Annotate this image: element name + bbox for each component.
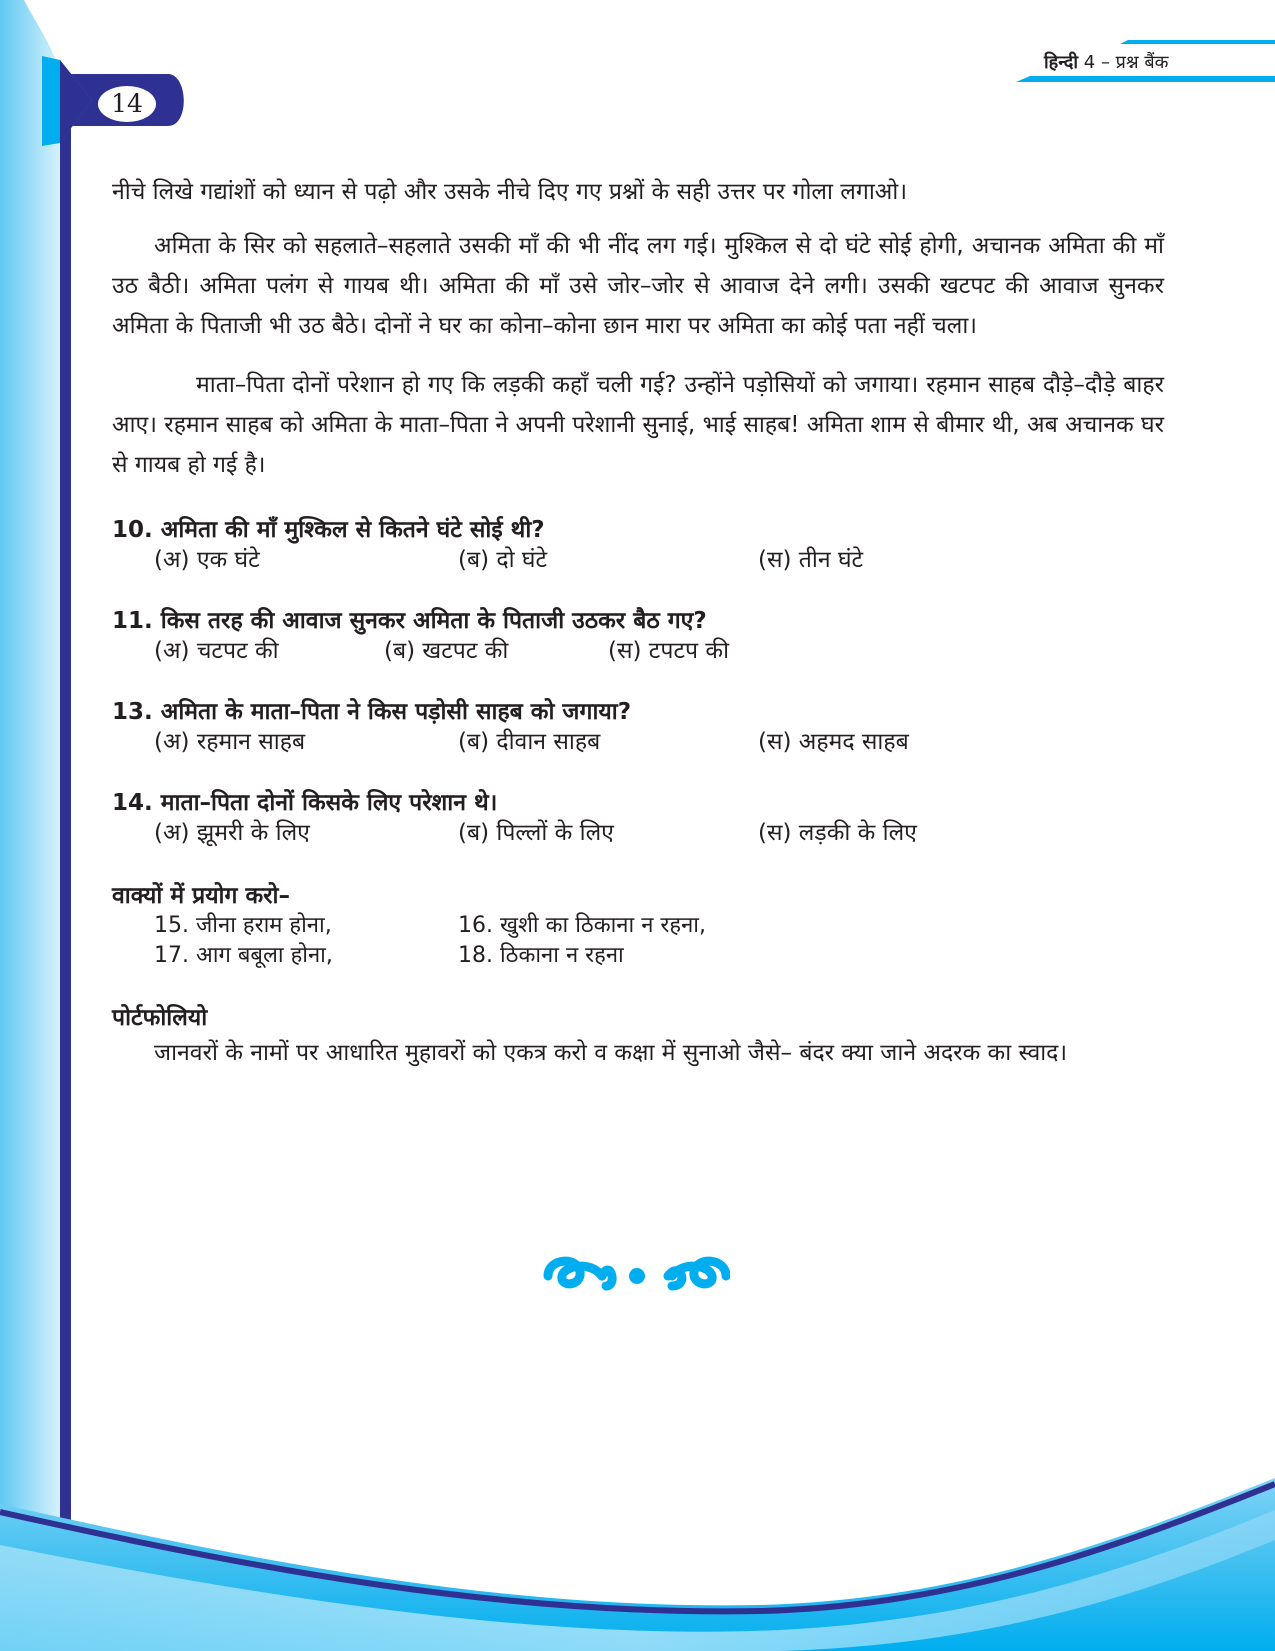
passage-paragraph: अमिता के सिर को सहलाते–सहलाते उसकी माँ की भी नींद लग गई। मुश्किल से दो घंटे सोई होगी, अचानक अमिता की माँ उठ बैठी। अमिता पलंग से गायब थी। अमिता की माँ उसे जोर–जोर से आवाज देने लगी। उसकी खटपट की आवाज सुनकर अमिता के पिताजी भी उठ बैठे। दोनों ने घर का कोना–कोना छान मारा पर अमिता का कोई पता नहीं चला। [112, 233, 1164, 339]
usage-row [112, 911, 1164, 941]
option-a[interactable]: (अ) झूमरी के लिए [154, 820, 310, 846]
usage-item: 15. जीना हराम होना, [154, 913, 332, 938]
instruction: नीचे लिखे गद्यांशों को ध्यान से पढ़ो और उसके नीचे दिए गए प्रश्नों के सही उत्तर पर गोला लगाओ। [112, 179, 908, 205]
option-c[interactable]: (स) टपटप की [608, 638, 730, 664]
question-text: 13. अमिता के माता–पिता ने किस पड़ोसी साहब को जगाया? [112, 699, 632, 725]
usage-title: वाक्यों में प्रयोग करो– [112, 883, 290, 909]
header-book: प्रश्न बैंक [1115, 52, 1169, 73]
end-ornament-icon [540, 1246, 730, 1296]
option-c[interactable]: (स) लड़की के लिए [758, 820, 917, 846]
passage-paragraph: माता–पिता दोनों परेशान हो गए कि लड़की कहाँ चली गई? उन्होंने पड़ोसियों को जगाया। रहमान साहब दौड़े–दौड़े बाहर आए। रहमान साहब को अमिता के माता–पिता ने अपनी परेशानी सुनाई, भाई साहब! अमिता शाम से बीमार थी, अब अचानक घर से गायब हो गई है। [112, 372, 1164, 478]
question-options [112, 818, 1164, 849]
option-c[interactable]: (स) अहमद साहब [758, 729, 909, 755]
left-navy-rule [60, 100, 71, 1570]
usage-item: 16. खुशी का ठिकाना न रहना, [458, 913, 706, 938]
option-a[interactable]: (अ) चटपट की [154, 638, 279, 664]
header-title [1044, 50, 1168, 74]
option-b[interactable]: (ब) दो घंटे [458, 547, 548, 573]
option-a[interactable]: (अ) एक घंटे [154, 547, 260, 573]
usage-row [112, 941, 1164, 971]
portfolio-text: जानवरों के नामों पर आधारित मुहावरों को एकत्र करो व कक्षा में सुनाओ जैसे– बंदर क्या जाने अदरक का स्वाद। [154, 1040, 1068, 1066]
option-b[interactable]: (ब) खटपट की [384, 638, 509, 664]
page-number: 14 [98, 86, 156, 122]
option-b[interactable]: (ब) दीवान साहब [458, 729, 601, 755]
page-content [112, 172, 1164, 1073]
question-10 [112, 515, 1164, 576]
question-13 [112, 697, 1164, 758]
question-options [112, 727, 1164, 758]
portfolio-title: पोर्टफोलियो [112, 1005, 208, 1031]
usage-item: 17. आग बबूला होना, [154, 943, 333, 968]
header-dash: – [1100, 52, 1110, 73]
option-b[interactable]: (ब) पिल्लों के लिए [458, 820, 614, 846]
header-underline [1016, 76, 1275, 82]
question-text: 14. माता–पिता दोनों किसके लिए परेशान थे। [112, 790, 498, 816]
header-grade: 4 [1083, 52, 1096, 73]
question-11 [112, 606, 1164, 667]
question-14 [112, 788, 1164, 849]
question-text: 10. अमिता की माँ मुश्किल से कितने घंटे सोई थी? [112, 517, 545, 543]
option-a[interactable]: (अ) रहमान साहब [154, 729, 306, 755]
question-text: 11. किस तरह की आवाज सुनकर अमिता के पिताजी उठकर बैठ गए? [112, 608, 707, 634]
question-options [112, 545, 1164, 576]
left-band [0, 0, 62, 1651]
header-subject: हिन्दी [1044, 52, 1079, 73]
option-c[interactable]: (स) तीन घंटे [758, 547, 864, 573]
question-options [112, 636, 1164, 667]
usage-item: 18. ठिकाना न रहना [458, 943, 624, 968]
